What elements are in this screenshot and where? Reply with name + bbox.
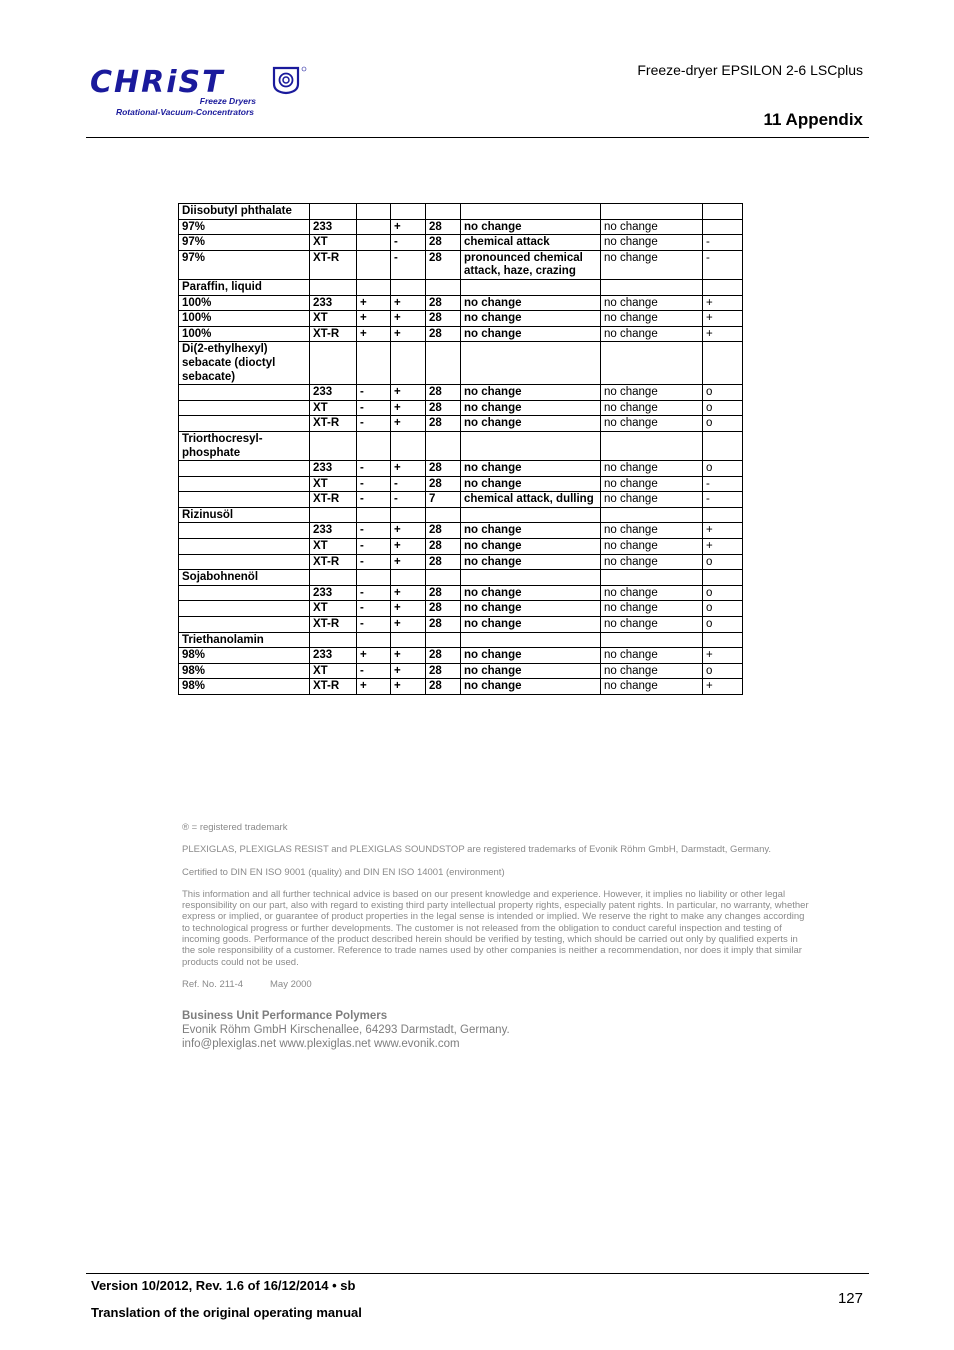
table-cell: XT-R [310, 250, 357, 279]
table-cell: - [357, 461, 391, 477]
table-cell [461, 632, 601, 648]
table-cell [601, 279, 703, 295]
table-cell: - [357, 476, 391, 492]
table-cell: Triorthocresyl-phosphate [179, 431, 310, 460]
table-cell: XT [310, 539, 357, 555]
table-cell: - [357, 663, 391, 679]
table-cell: no change [601, 601, 703, 617]
table-cell: no change [601, 663, 703, 679]
table-cell: + [391, 663, 426, 679]
table-cell: - [703, 492, 743, 508]
table-row [179, 539, 743, 555]
table-cell: 233 [310, 648, 357, 664]
table-cell: 28 [426, 295, 461, 311]
table-cell: no change [601, 554, 703, 570]
table-cell [703, 219, 743, 235]
table-cell: XT [310, 235, 357, 251]
table-cell [357, 204, 391, 220]
table-cell: no change [601, 492, 703, 508]
table-cell: + [391, 679, 426, 695]
table-cell: Diisobutyl phthalate [179, 204, 310, 220]
table-row [179, 507, 743, 523]
section-title: 11 Appendix [763, 110, 863, 129]
table-cell: 97% [179, 219, 310, 235]
table-cell [357, 507, 391, 523]
table-cell: XT [310, 476, 357, 492]
table-cell: - [703, 250, 743, 279]
table-cell [310, 431, 357, 460]
table-cell [461, 342, 601, 385]
table-cell: + [391, 416, 426, 432]
table-cell: + [391, 554, 426, 570]
table-cell: no change [601, 295, 703, 311]
table-cell [601, 570, 703, 586]
table-cell [426, 342, 461, 385]
table-cell: no change [461, 663, 601, 679]
table-cell: no change [601, 461, 703, 477]
table-cell: + [357, 295, 391, 311]
table-cell [310, 632, 357, 648]
table-cell: + [391, 617, 426, 633]
table-cell: - [357, 385, 391, 401]
table-cell [461, 204, 601, 220]
business-unit: Business Unit Performance Polymers [182, 1010, 388, 1023]
table-cell: 28 [426, 539, 461, 555]
table-row [179, 663, 743, 679]
table-cell: 28 [426, 663, 461, 679]
table-cell: no change [461, 554, 601, 570]
table-cell: + [391, 648, 426, 664]
table-row [179, 585, 743, 601]
manufacturer-notice [182, 822, 812, 1051]
table-cell [601, 632, 703, 648]
table-cell: no change [461, 295, 601, 311]
table-cell: + [391, 219, 426, 235]
page-number: 127 [837, 1290, 863, 1307]
table-cell: no change [601, 385, 703, 401]
table-cell: 28 [426, 400, 461, 416]
table-cell: no change [461, 539, 601, 555]
table-row [179, 461, 743, 477]
reference-date: May 2000 [270, 978, 312, 990]
table-cell [357, 632, 391, 648]
table-cell: no change [601, 648, 703, 664]
table-row [179, 601, 743, 617]
table-cell: + [391, 295, 426, 311]
table-cell: + [391, 601, 426, 617]
table-cell [310, 279, 357, 295]
table-cell: 28 [426, 219, 461, 235]
table-cell: 28 [426, 523, 461, 539]
table-cell: - [357, 492, 391, 508]
footer-translation-note: Translation of the original operating manual [91, 1305, 362, 1320]
table-cell: o [703, 617, 743, 633]
table-cell [703, 342, 743, 385]
christ-logo [88, 62, 313, 120]
table-cell [179, 385, 310, 401]
table-cell: o [703, 416, 743, 432]
table-cell: 28 [426, 250, 461, 279]
table-cell: 28 [426, 416, 461, 432]
table-cell [357, 219, 391, 235]
table-cell: + [357, 648, 391, 664]
table-body [179, 204, 743, 695]
table-cell: XT-R [310, 617, 357, 633]
table-cell: XT [310, 400, 357, 416]
table-cell: XT-R [310, 554, 357, 570]
table-cell: + [391, 585, 426, 601]
table-cell [461, 279, 601, 295]
table-cell: 98% [179, 663, 310, 679]
table-cell: no change [601, 679, 703, 695]
table-cell: no change [461, 476, 601, 492]
table-cell: 233 [310, 295, 357, 311]
table-cell [179, 585, 310, 601]
table-cell: XT [310, 601, 357, 617]
table-cell: no change [601, 476, 703, 492]
table-cell [179, 554, 310, 570]
table-cell: XT [310, 311, 357, 327]
table-row [179, 326, 743, 342]
table-row [179, 342, 743, 385]
table-cell [179, 539, 310, 555]
table-cell: no change [461, 400, 601, 416]
table-cell [179, 523, 310, 539]
table-cell [310, 342, 357, 385]
table-cell [310, 507, 357, 523]
table-cell [426, 507, 461, 523]
product-name: Freeze-dryer EPSILON 2-6 LSCplus [637, 62, 863, 78]
table-cell [357, 342, 391, 385]
reference-number: Ref. No. 211-4 [182, 978, 244, 990]
table-cell: - [391, 235, 426, 251]
table-cell: - [357, 554, 391, 570]
table-cell: + [391, 326, 426, 342]
table-row [179, 648, 743, 664]
table-row [179, 523, 743, 539]
table-row [179, 632, 743, 648]
table-cell: no change [461, 585, 601, 601]
table-cell [426, 632, 461, 648]
table-cell: no change [461, 311, 601, 327]
table-cell: 233 [310, 585, 357, 601]
table-cell: - [357, 416, 391, 432]
table-cell [179, 617, 310, 633]
table-cell: + [357, 326, 391, 342]
table-cell [357, 431, 391, 460]
table-cell: no change [461, 326, 601, 342]
table-cell: + [391, 539, 426, 555]
table-cell [703, 632, 743, 648]
table-cell: 233 [310, 523, 357, 539]
table-cell [703, 570, 743, 586]
table-cell: 98% [179, 679, 310, 695]
contact-block [182, 1009, 812, 1051]
reference-line [182, 979, 812, 990]
table-cell: Sojabohnenöl [179, 570, 310, 586]
table-cell: - [391, 476, 426, 492]
header-divider [86, 137, 869, 138]
table-cell: + [357, 311, 391, 327]
table-cell: 100% [179, 311, 310, 327]
footer-version: Version 10/2012, Rev. 1.6 of 16/12/2014 • sb [91, 1278, 356, 1293]
table-cell: + [703, 326, 743, 342]
table-row [179, 385, 743, 401]
table-row [179, 400, 743, 416]
table-cell [391, 204, 426, 220]
plexiglas-note: PLEXIGLAS, PLEXIGLAS RESIST and PLEXIGLAS SOUNDSTOP are registered trademarks of Evonik Röhm GmbH, Darmstadt, Germany. [182, 844, 772, 856]
table-cell: - [357, 539, 391, 555]
table-cell: + [703, 679, 743, 695]
table-cell [357, 250, 391, 279]
table-cell: o [703, 554, 743, 570]
table-cell: no change [461, 601, 601, 617]
table-cell: Triethanolamin [179, 632, 310, 648]
table-row [179, 679, 743, 695]
company-web: info@plexiglas.net www.plexiglas.net www.evonik.com [182, 1038, 460, 1051]
table-row [179, 250, 743, 279]
table-cell: + [703, 295, 743, 311]
table-cell: 28 [426, 476, 461, 492]
logo-spiral-icon [274, 67, 306, 93]
table-cell: no change [461, 416, 601, 432]
table-cell: + [391, 385, 426, 401]
trademark-note: ® = registered trademark [182, 822, 288, 833]
table-cell: - [391, 492, 426, 508]
table-cell: - [391, 250, 426, 279]
table-cell: 28 [426, 679, 461, 695]
table-cell: Paraffin, liquid [179, 279, 310, 295]
table-cell: chemical attack, dulling [461, 492, 601, 508]
table-cell: 28 [426, 617, 461, 633]
table-cell [601, 507, 703, 523]
table-cell: - [357, 585, 391, 601]
table-cell: o [703, 385, 743, 401]
table-cell [703, 507, 743, 523]
table-cell: 28 [426, 235, 461, 251]
table-cell [310, 570, 357, 586]
table-cell [703, 279, 743, 295]
logo-subtitle-1: Freeze Dryers [199, 96, 256, 106]
table-cell: Rizinusöl [179, 507, 310, 523]
table-cell: 233 [310, 219, 357, 235]
table-cell: + [703, 311, 743, 327]
table-cell: o [703, 461, 743, 477]
table-row [179, 295, 743, 311]
table-cell: XT-R [310, 679, 357, 695]
table-cell: o [703, 400, 743, 416]
table-cell: 100% [179, 326, 310, 342]
table-cell [179, 416, 310, 432]
table-cell: no change [601, 617, 703, 633]
table-cell [391, 342, 426, 385]
table-row [179, 617, 743, 633]
table-cell: no change [601, 311, 703, 327]
table-cell: + [357, 679, 391, 695]
table-cell: no change [601, 250, 703, 279]
table-cell: 97% [179, 235, 310, 251]
table-cell [391, 570, 426, 586]
table-cell: no change [461, 648, 601, 664]
table-cell [703, 204, 743, 220]
certification-note: Certified to DIN EN ISO 9001 (quality) and DIN EN ISO 14001 (environment) [182, 866, 505, 878]
table-cell: no change [461, 461, 601, 477]
table-cell: no change [461, 523, 601, 539]
table-cell: 98% [179, 648, 310, 664]
table-cell: no change [601, 219, 703, 235]
table-row [179, 235, 743, 251]
table-cell: XT-R [310, 416, 357, 432]
table-cell: pronounced chemical attack, haze, crazing [461, 250, 601, 279]
table-cell: 233 [310, 385, 357, 401]
table-cell: no change [601, 416, 703, 432]
table-cell [310, 204, 357, 220]
company-address: Evonik Röhm GmbH Kirschenallee, 64293 Darmstadt, Germany. [182, 1024, 510, 1037]
table-cell: o [703, 585, 743, 601]
table-cell: - [357, 523, 391, 539]
table-cell: + [391, 523, 426, 539]
table-cell: 97% [179, 250, 310, 279]
table-cell [179, 400, 310, 416]
table-cell: chemical attack [461, 235, 601, 251]
table-cell: no change [601, 523, 703, 539]
table-cell [179, 601, 310, 617]
table-cell [601, 431, 703, 460]
table-cell [426, 431, 461, 460]
table-cell: 28 [426, 461, 461, 477]
table-cell: - [703, 235, 743, 251]
table-cell: + [703, 648, 743, 664]
table-row [179, 416, 743, 432]
table-row [179, 570, 743, 586]
logo-subtitle-2: Rotational-Vacuum-Concentrators [115, 107, 254, 117]
table-cell: - [703, 476, 743, 492]
table-row [179, 476, 743, 492]
table-cell: 28 [426, 585, 461, 601]
table-cell: + [391, 400, 426, 416]
footer-divider [86, 1273, 869, 1274]
table-cell: + [703, 523, 743, 539]
table-cell: 7 [426, 492, 461, 508]
table-cell [601, 342, 703, 385]
table-cell: no change [461, 617, 601, 633]
table-cell [391, 507, 426, 523]
table-row [179, 554, 743, 570]
table-cell [391, 279, 426, 295]
table-cell: 233 [310, 461, 357, 477]
table-cell: no change [601, 235, 703, 251]
table-cell: no change [601, 539, 703, 555]
chemical-resistance-table [178, 203, 743, 695]
table-cell [179, 461, 310, 477]
table-cell [391, 431, 426, 460]
table-cell: 28 [426, 311, 461, 327]
table-cell [179, 476, 310, 492]
table-cell: Di(2-ethylhexyl) sebacate (dioctyl sebacate) [179, 342, 310, 385]
table-cell: + [391, 461, 426, 477]
table-cell: no change [461, 385, 601, 401]
table-cell: 28 [426, 385, 461, 401]
table-cell [426, 570, 461, 586]
table-cell [357, 279, 391, 295]
table-cell: + [703, 539, 743, 555]
table-cell [703, 431, 743, 460]
table-cell: no change [461, 219, 601, 235]
table-cell [601, 204, 703, 220]
table-cell: o [703, 601, 743, 617]
table-cell [179, 492, 310, 508]
table-cell: XT [310, 663, 357, 679]
table-cell [461, 570, 601, 586]
table-cell: 100% [179, 295, 310, 311]
table-cell: 28 [426, 326, 461, 342]
table-cell: no change [601, 585, 703, 601]
table-cell: + [391, 311, 426, 327]
table-cell: - [357, 400, 391, 416]
table-cell: no change [461, 679, 601, 695]
table-cell [357, 235, 391, 251]
table-cell [357, 570, 391, 586]
table-cell [461, 431, 601, 460]
table-cell: no change [601, 400, 703, 416]
table-cell [391, 632, 426, 648]
table-cell: XT-R [310, 492, 357, 508]
table-row [179, 219, 743, 235]
table-row [179, 492, 743, 508]
table-row [179, 311, 743, 327]
table-cell: 28 [426, 554, 461, 570]
disclaimer-text: This information and all further technical advice is based on our present knowledge and experience. However, it implies no liability or other legal responsibility on our part, also with regard to existing third party intellectual property rights, especially patent rights. In particular, no warranty, whether express or implied, or guarantee of product properties in the legal sense is intended or implied. We reserve the right to make any changes according to technological progress or further developments. The customer is not released from the obligation to conduct careful inspection and testing of incoming goods. Performance of the product described herein should be verified by testing, which should be carried out only by qualified experts in the sole responsibility of a customer. Reference to trade names used by other companies is neither a recommendation, nor does it imply that similar products could not be used. [182, 888, 809, 968]
table-cell: no change [601, 326, 703, 342]
logo-wordmark: CHRiST [90, 65, 225, 100]
table-cell: o [703, 663, 743, 679]
table-cell: 28 [426, 601, 461, 617]
table-cell: 28 [426, 648, 461, 664]
table-cell [426, 204, 461, 220]
table-cell: XT-R [310, 326, 357, 342]
table-cell [426, 279, 461, 295]
table-row [179, 431, 743, 460]
table-cell: - [357, 617, 391, 633]
table-cell [461, 507, 601, 523]
table-cell: - [357, 601, 391, 617]
table-row [179, 279, 743, 295]
table-row [179, 204, 743, 220]
